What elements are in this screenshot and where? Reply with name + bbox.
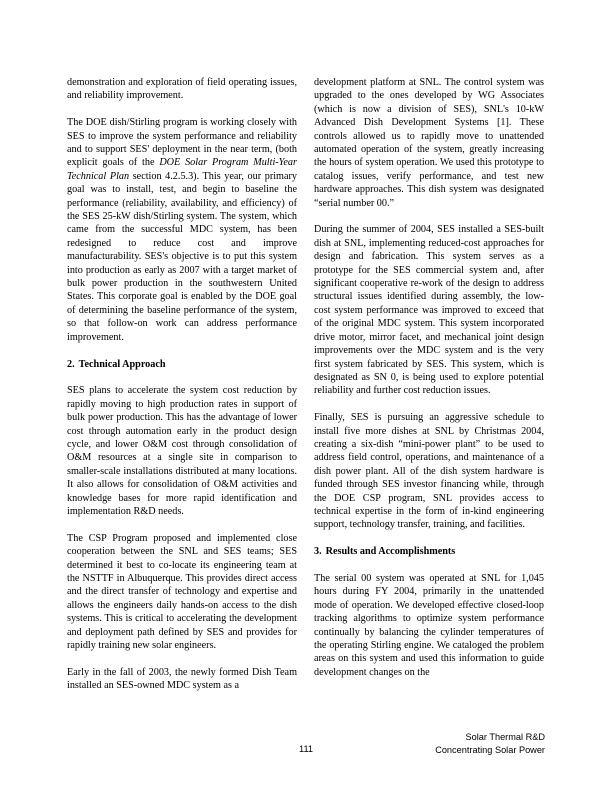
left-column <box>67 76 297 706</box>
paragraph: Early in the fall of 2003, the newly formed Dish Team installed an SES-owned MDC system as a <box>67 666 297 692</box>
paragraph: demonstration and exploration of field operating issues, and reliability improvement. <box>67 77 297 102</box>
paragraph: SES plans to accelerate the system cost reduction by rapidly moving to high production rates in support of bulk power production. This has the advantage of lower cost through automation early in the product design cycle, and lower O&M cost through consolidation of O&M resources at a single site in comparison to smaller-scale installations distributed at many locations. It also allows for consolidation of O&M activities and knowledge bases for more rapid identification and implementation R&D needs. <box>67 385 297 517</box>
paragraph: Finally, SES is pursuing an aggressive schedule to install five more dishes at SNL by Christmas 2004, creating a six-dish “mini-power plant” to be used to address field control, operations, and maintenance of a dish power plant. All of the dish system hardware is funded through SES investor financing while, through the DOE CSP program, SNL provides access to technical expertise in the form of in-kind engineering support, technology transfer, training, and facilities. <box>314 412 544 531</box>
section-heading-technical-approach <box>67 358 297 371</box>
paragraph-text-after-title: section 4.2.5.3). This year, our primary goal was to install, test, and begin to baseline the performance (reliability, availability, and efficiency) of the SES 25-kW dish/Stirling system. The system, which came from the successful MDC system, has been redesigned to reduce cost and improve manufacturability. SES's objective is to put this system into production as early as 2007 with a target market of bulk power production in the southwestern United States. This corporate goal is enabled by the DOE goal of determining the baseline performance of the system, so that follow-on work can address performance improvement. <box>67 170 297 343</box>
paragraph-text-before-title: The DOE dish/Stirling program is working closely with SES to improve the system performance and reliability and to support SES' deployment in the near term, (both explicit goals of the <box>67 117 297 169</box>
paragraph: The CSP Program proposed and implemented close cooperation between the SNL and SES teams; SES determined it best to co-locate its engineering team at the NSTTF in Albuquerque. This provides direct access and the direct transfer of technology and expertise and allows the engineers daily hands-on access to the dish systems. This is critical to accelerating the development and deployment path defined by SES and provides for rapidly training new solar engineers. <box>67 532 297 651</box>
footer-program-labels <box>435 731 545 756</box>
paragraph-with-italic-title <box>67 116 297 344</box>
section-number: 3. <box>314 546 322 558</box>
right-column <box>314 76 544 706</box>
italic-plan-title: DOE Solar Program Multi-Year Technical Plan <box>67 157 297 182</box>
footer-line-solar-thermal: Solar Thermal R&D <box>465 732 545 742</box>
page-number: 111 <box>299 744 313 754</box>
paragraph: development platform at SNL. The control system was upgraded to the ones developed by WG Associates (which is now a division of SES), SNL's 10-kW Advanced Dish Development Systems [1]. These controls allowed us to rapidly move to unattended automated operation of the system, greatly increasing the hours of system operation. We used this prototype to catalog issues, verify performance, and test new hardware approaches. This dish system was designated “serial number 00.” <box>314 77 544 209</box>
paragraph: During the summer of 2004, SES installed a SES-built dish at SNL, implementing reduced-cost approaches for design and fabrication. This system serves as a prototype for the SES commercial system and, after significant cooperative re-work of the design to address structural issues identified during assembly, the low-cost system performance was improved to exceed that of the original MDC system. This system incorporated drive motor, mirror facet, and mechanical joint design improvements over the MDC system and is the very first system fabricated by SES. This system, which is designated as SN 0, is being used to explore potential reliability and further cost reduction issues. <box>314 224 544 397</box>
footer-line-concentrating-solar-power: Concentrating Solar Power <box>435 744 545 755</box>
section-title: Technical Approach <box>78 358 166 370</box>
two-column-body <box>67 76 545 706</box>
section-heading-results-and-accomplishments <box>314 545 544 558</box>
section-number: 2. <box>67 358 75 370</box>
paragraph: The serial 00 system was operated at SNL for 1,045 hours during FY 2004, primarily in the unattended mode of operation. We developed effective closed-loop tracking algorithms to optimize system performance continually by balancing the cylinder temperatures of the operating Stirling engine. We cataloged the problem areas on this system and used this information to guide development changes on the <box>314 572 544 678</box>
page-footer <box>0 732 612 775</box>
section-title: Results and Accomplishments <box>325 546 456 558</box>
